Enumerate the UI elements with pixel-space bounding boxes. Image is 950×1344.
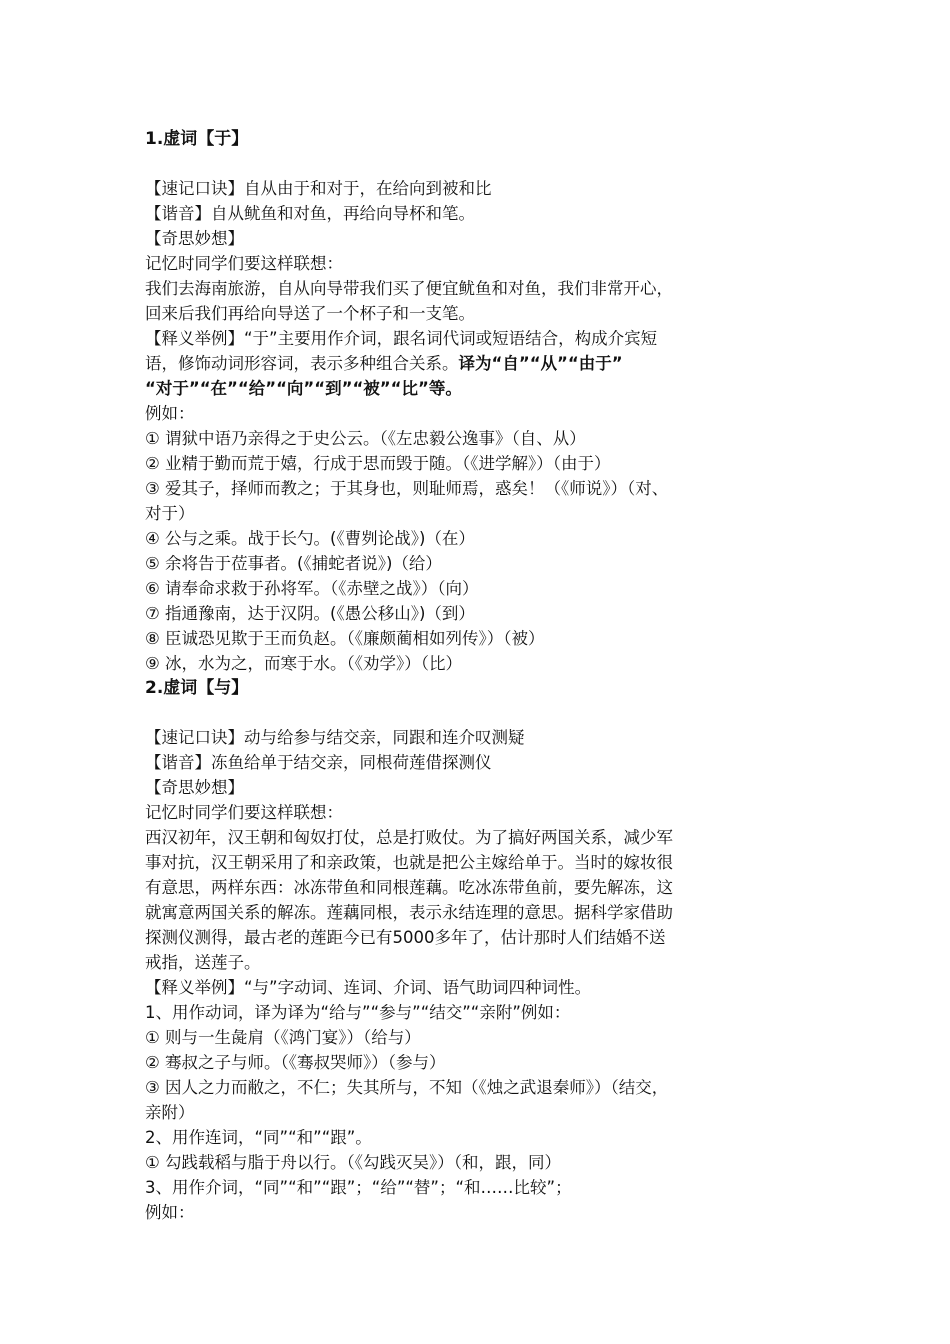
section1-explain-line: 【释义举例】“于”主要用作介词，跟名词代词或短语结合，构成介宾短 [145, 329, 658, 348]
explain-text: 语，修饰动词形容词，表示多种组合关系。 [145, 354, 459, 373]
section2-story-line: 有意思，两样东西：冰冻带鱼和同根莲藕。吃冰冻带鱼前，要先解冻，这 [145, 878, 673, 897]
section2-heading: 2.虚词【与】 [145, 678, 249, 698]
example-item: ③ 爱其子，择师而教之；于其身也，则耻师焉，惑矣！（《师说》）（对、 [145, 479, 669, 498]
section1-assoc-intro: 记忆时同学们要这样联想： [145, 254, 343, 273]
section2-assoc-intro: 记忆时同学们要这样联想： [145, 803, 343, 822]
section2-usage1: 1、用作动词，译为译为“给与”“参与”“结交”“亲附”例如： [145, 1003, 571, 1022]
example-item: ⑨ 冰，水为之，而寒于水。（《劝学》）（比） [145, 654, 463, 673]
section1-homophone: 【谐音】自从鱿鱼和对鱼，再给向导杯和笔。 [145, 204, 475, 223]
example-item: ⑤ 余将告于莅事者。(《捕蛇者说》)（给） [145, 554, 442, 573]
example-item: 对于） [145, 504, 195, 523]
example-item: ② 骞叔之子与师。（《骞叔哭师》）（参与） [145, 1053, 446, 1072]
section2-explain-line: 【释义举例】“与”字动词、连词、介词、语气助词四种词性。 [145, 978, 592, 997]
section2-story-line: 就寓意两国关系的解冻。莲藕同根，表示永结连理的意思。据科学家借助 [145, 903, 673, 922]
section1-example-intro: 例如： [145, 404, 195, 423]
section2-usage2: 2、用作连词，“同”“和”“跟”。 [145, 1128, 372, 1147]
example-item: ⑦ 指通豫南，达于汉阴。(《愚公移山》)（到） [145, 604, 475, 623]
section2-story-line: 西汉初年，汉王朝和匈奴打仗，总是打败仗。为了搞好两国关系，减少军 [145, 828, 673, 847]
section2-usage3: 3、用作介词，“同”“和”“跟”；“给”“替”；“和……比较”； [145, 1178, 572, 1197]
section2-story-line: 事对抗，汉王朝采用了和亲政策，也就是把公主嫁给单于。当时的嫁妆很 [145, 853, 673, 872]
section1-mnemonic: 【速记口诀】自从由于和对于，在给向到被和比 [145, 179, 492, 198]
section2-story-line: 探测仪测得，最古老的莲距今已有5000多年了，估计那时人们结婚不送 [145, 928, 666, 947]
example-item: ④ 公与之乘。战于长勺。(《曹刿论战》)（在） [145, 529, 475, 548]
explain-bold-text: 译为“自”“从”“由于” [458, 354, 623, 373]
example-item: ⑥ 请奉命求救于孙将军。（《赤壁之战》）（向） [145, 579, 479, 598]
section1-heading: 1.虚词【于】 [145, 129, 249, 149]
section2-imagination-label: 【奇思妙想】 [145, 778, 244, 797]
example-item: 亲附） [145, 1103, 195, 1122]
section1-explain-bold-line: “对于”“在”“给”“向”“到”“被”“比”等。 [145, 379, 462, 398]
section2-mnemonic: 【速记口诀】动与给参与结交亲，同跟和连介叹测疑 [145, 728, 525, 747]
section2-example-intro: 例如： [145, 1203, 195, 1222]
example-item: ② 业精于勤而荒于嬉，行成于思而毁于随。（《进学解》）（由于） [145, 454, 611, 473]
example-item: ① 谓狱中语乃亲得之于史公云。（《左忠毅公逸事》（自、从） [145, 429, 586, 448]
example-item: ③ 因人之力而敝之，不仁；失其所与，不知（《烛之武退秦师》）（结交， [145, 1078, 669, 1097]
section2-homophone: 【谐音】冻鱼给单于结交亲，同根荷莲借探测仪 [145, 753, 492, 772]
section1-story-line: 回来后我们再给向导送了一个杯子和一支笔。 [145, 304, 475, 323]
example-item: ⑧ 臣诚恐见欺于王而负赵。（《廉颇蔺相如列传》）（被） [145, 629, 545, 648]
section1-explain-line [145, 352, 623, 376]
example-item: ① 勾践载稻与脂于舟以行。（《勾践灭吴》）（和，跟，同） [145, 1153, 562, 1172]
example-item: ① 则与一生彘肩（《鸿门宴》）（给与） [145, 1028, 421, 1047]
section1-imagination-label: 【奇思妙想】 [145, 229, 244, 248]
section1-story-line: 我们去海南旅游，自从向导带我们买了便宜鱿鱼和对鱼，我们非常开心， [145, 279, 673, 298]
section2-story-line: 戒指，送莲子。 [145, 953, 261, 972]
